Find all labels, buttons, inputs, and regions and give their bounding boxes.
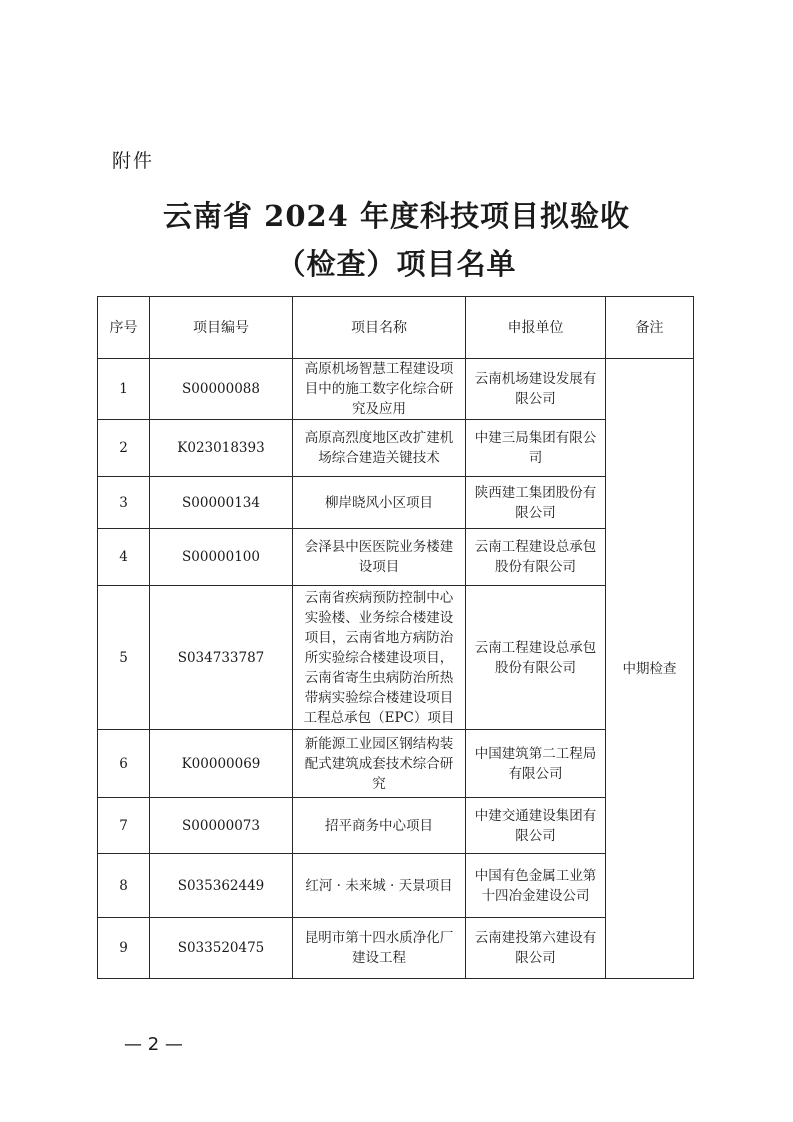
row-seq: 3: [98, 477, 150, 529]
row-project-name: 高原机场智慧工程建设项目中的施工数字化综合研究及应用: [293, 359, 466, 420]
row-project-name: 红河 · 未来城 · 天景项目: [293, 854, 466, 918]
row-seq: 2: [98, 420, 150, 477]
project-list-table: [97, 296, 694, 979]
row-code: S00000134: [150, 477, 293, 529]
row-project-name: 会泽县中医医院业务楼建设项目: [293, 529, 466, 586]
document-title-line-2: （检查）项目名单: [276, 247, 517, 281]
row-unit: 陕西建工集团股份有限公司: [466, 477, 606, 529]
row-unit: 云南机场建设发展有限公司: [466, 359, 606, 420]
row-seq: 1: [98, 359, 150, 420]
row-unit: 中建交通建设集团有限公司: [466, 798, 606, 854]
table-row: [98, 586, 694, 730]
attachment-label: 附件: [112, 150, 155, 172]
table-row: [98, 798, 694, 854]
row-unit: 云南工程建设总承包股份有限公司: [466, 586, 606, 730]
row-seq: 7: [98, 798, 150, 854]
row-seq: 9: [98, 918, 150, 979]
row-code: S035362449: [150, 854, 293, 918]
header-seq: 序号: [98, 297, 150, 359]
document-title-line-1: 云南省 2024 年度科技项目拟验收: [163, 199, 630, 233]
remark-cell: 中期检查: [606, 359, 694, 979]
row-seq: 5: [98, 586, 150, 730]
row-project-name: 云南省疾病预防控制中心实验楼、业务综合楼建设项目，云南省地方病防治所实验综合楼建设项目，云南省寄生虫病防治所热带病实验综合楼建设项目工程总承包（EPC）项目: [293, 586, 466, 730]
row-project-name: 新能源工业园区钢结构装配式建筑成套技术综合研究: [293, 730, 466, 798]
header-remark: 备注: [606, 297, 694, 359]
row-unit: 云南工程建设总承包股份有限公司: [466, 529, 606, 586]
row-seq: 8: [98, 854, 150, 918]
header-unit: 申报单位: [466, 297, 606, 359]
row-seq: 4: [98, 529, 150, 586]
page-number: — 2 —: [124, 1034, 183, 1055]
table-row: [98, 529, 694, 586]
row-code: K023018393: [150, 420, 293, 477]
table-row: [98, 477, 694, 529]
row-code: K00000069: [150, 730, 293, 798]
row-unit: 中国有色金属工业第十四冶金建设公司: [466, 854, 606, 918]
header-code: 项目编号: [150, 297, 293, 359]
row-unit: 中国建筑第二工程局有限公司: [466, 730, 606, 798]
row-code: S033520475: [150, 918, 293, 979]
row-seq: 6: [98, 730, 150, 798]
table-row: [98, 730, 694, 798]
row-code: S034733787: [150, 586, 293, 730]
table-header-row: [98, 297, 694, 359]
row-project-name: 招平商务中心项目: [293, 798, 466, 854]
table-row: [98, 359, 694, 420]
row-code: S00000088: [150, 359, 293, 420]
row-project-name: 高原高烈度地区改扩建机场综合建造关键技术: [293, 420, 466, 477]
table-row: [98, 918, 694, 979]
row-code: S00000100: [150, 529, 293, 586]
row-code: S00000073: [150, 798, 293, 854]
row-unit: 云南建投第六建设有限公司: [466, 918, 606, 979]
table-row: [98, 420, 694, 477]
table-row: [98, 854, 694, 918]
row-unit: 中建三局集团有限公司: [466, 420, 606, 477]
row-project-name: 昆明市第十四水质净化厂建设工程: [293, 918, 466, 979]
row-project-name: 柳岸晓风小区项目: [293, 477, 466, 529]
header-name: 项目名称: [293, 297, 466, 359]
